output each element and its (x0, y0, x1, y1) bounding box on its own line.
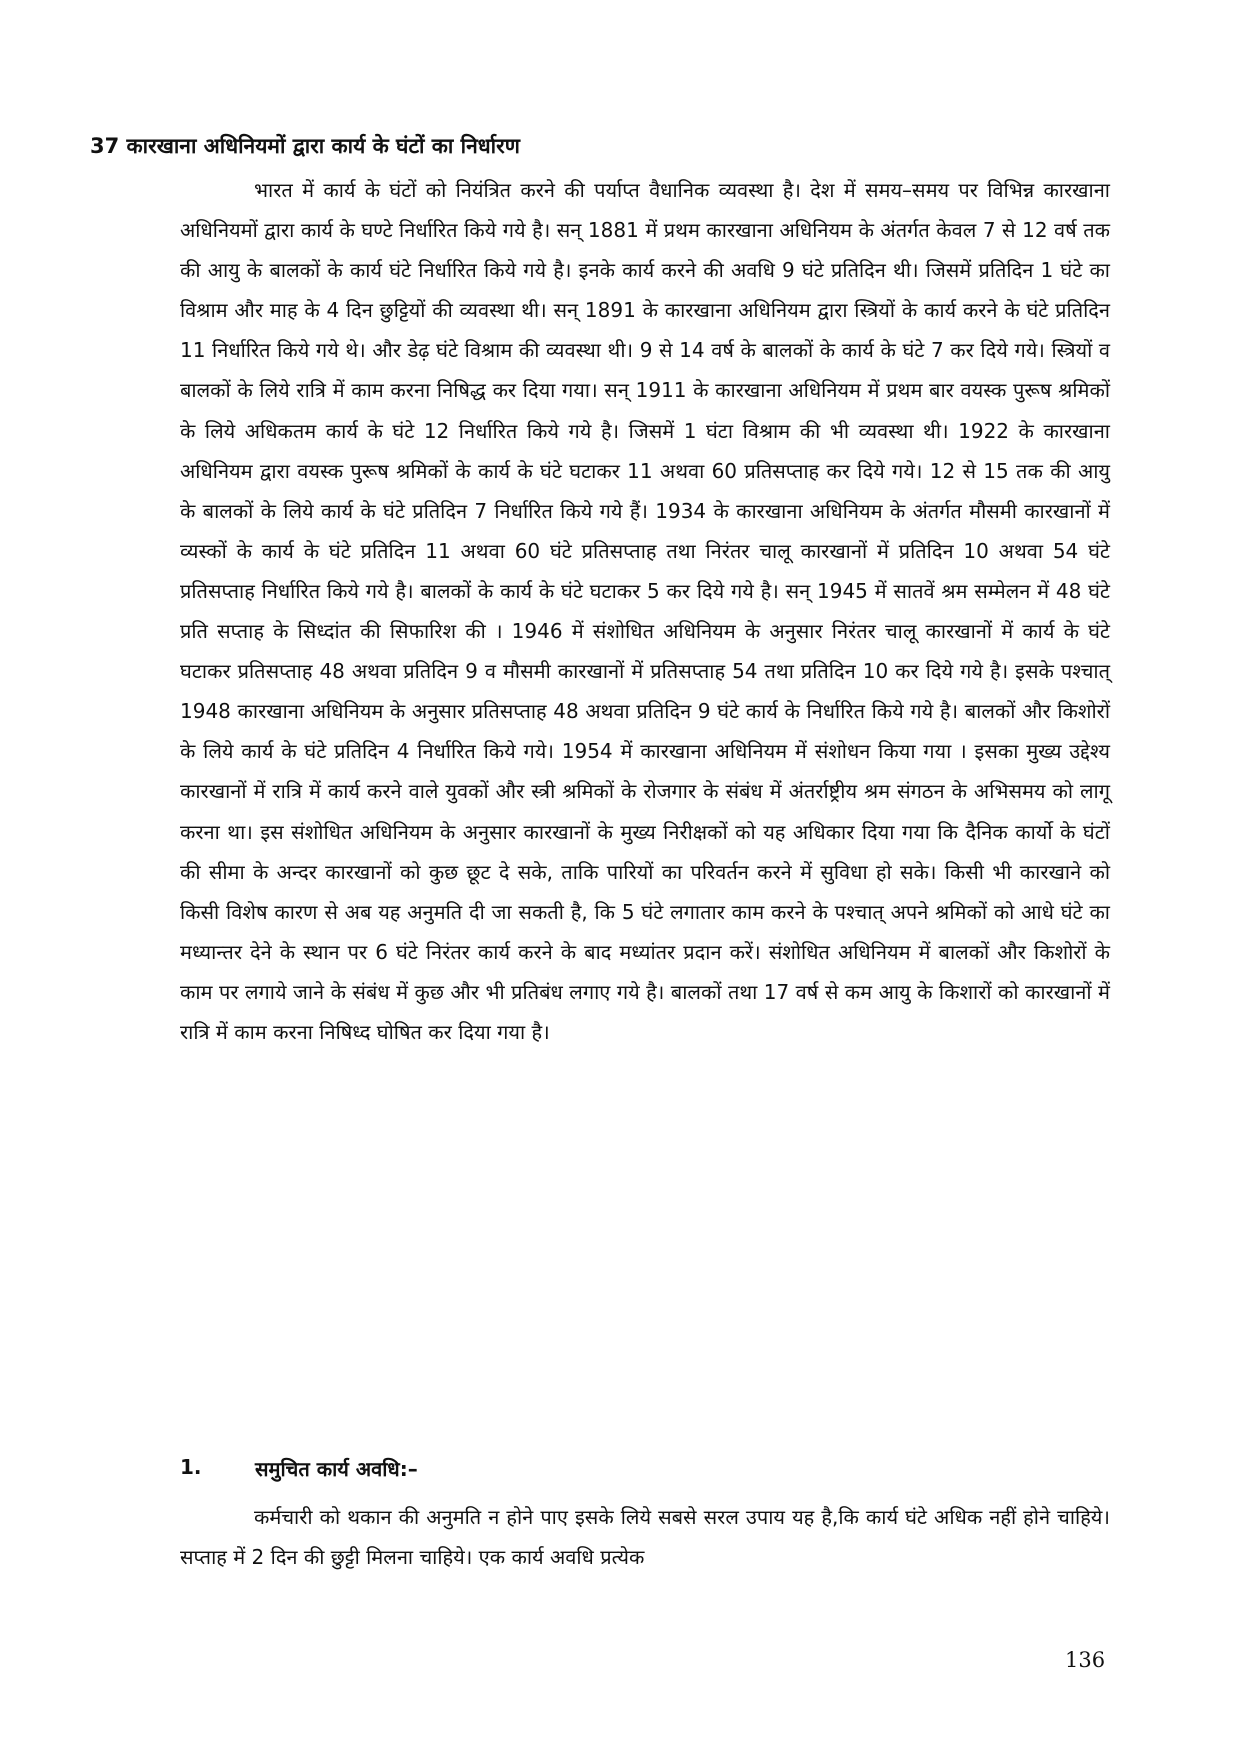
section-heading: 37 कारखाना अधिनियमों द्वारा कार्य के घंटों का निर्धारण (90, 134, 520, 158)
subsection-title: समुचित कार्य अवधि:– (255, 1457, 418, 1481)
paragraph-text: भारत में कार्य के घंटों को नियंत्रित करने की पर्याप्त वैधानिक व्यवस्था है। देश में समय–समय पर विभिन्न कारखाना अधिनियमों द्वारा कार्य के घण्टे निर्धारित किये गये है। सन् 1881 में प्रथम कारखाना अधिनियम के अंतर्गत केवल 7 से 12 वर्ष तक की आयु के बालकों के कार्य घंटे निर्धारित किये गये है। इनके कार्य करने की अवधि 9 घंटे प्रतिदिन थी। जिसमें प्रतिदिन 1 घंटे का विश्राम और माह के 4 दिन छुट्टियों की व्यवस्था थी। सन् 1891 के कारखाना अधिनियम द्वारा स्त्रियों के कार्य करने के घंटे प्रतिदिन 11 निर्धारित किये गये थे। और डेढ़ घंटे विश्राम की व्यवस्था थी। 9 से 14 वर्ष के बालकों के कार्य के घंटे 7 कर दिये गये। स्त्रियों व बालकों के लिये रात्रि में काम करना निषिद्ध कर दिया गया। सन् 1911 के कारखाना अधिनियम में प्रथम बार वयस्क पुरूष श्रमिकों के लिये अधिकतम कार्य के घंटे 12 निर्धारित किये गये है। जिसमें 1 घंटा विश्राम की भी व्यवस्था थी। 1922 के कारखाना अधिनियम द्वारा वयस्क पुरूष श्रमिकों के कार्य के घंटे घटाकर 11 अथवा 60 प्रतिसप्ताह कर दिये गये। 12 से 15 तक की आयु के बालकों के लिये कार्य के घंटे प्रतिदिन 7 निर्धारित किये गये हैं। 1934 के कारखाना अधिनियम के अंतर्गत मौसमी कारखानों में व्यस्कों के कार्य के घंटे प्रतिदिन 11 अथवा 60 घंटे प्रतिसप्ताह तथा निरंतर चालू कारखानों में प्रतिदिन 10 अथवा 54 घंटे प्रतिसप्ताह निर्धारित किये गये है। बालकों के कार्य के घंटे घटाकर 5 कर दिये गये है। सन् 1945 में सातवें श्रम सम्मेलन में 48 घंटे प्रति सप्ताह के सिध्दांत की सिफारिश की । 1946 में संशोधित अधिनियम के अनुसार निरंतर चालू कारखानों में कार्य के घंटे घटाकर प्रतिसप्ताह 48 अथवा प्रतिदिन 9 व मौसमी कारखानों में प्रतिसप्ताह 54 तथा प्रतिदिन 10 कर दिये गये है। इसके पश्चात् 1948 कारखाना अधिनियम के अनुसार प्रतिसप्ताह 48 अथवा प्रतिदिन 9 घंटे कार्य के निर्धारित किये गये है। बालकों और किशोरों के लिये कार्य के घंटे प्रतिदिन 4 निर्धारित किये गये। 1954 में कारखाना अधिनियम में संशोधन किया गया । इसका मुख्य उद्देश्य कारखानों में रात्रि में कार्य करने वाले युवकों और स्त्री श्रमिकों के रोजगार के संबंध में अंतर्राष्ट्रीय श्रम संगठन के अभिसमय को लागू करना था। इस संशोधित अधिनियम के अनुसार कारखानों के मुख्य निरीक्षकों को यह अधिकार दिया गया कि दैनिक कार्यो के घंटों की सीमा के अन्दर कारखानों को कुछ छूट दे सके, ताकि पारियों का परिवर्तन करने में सुविधा हो सके। किसी भी कारखाने को किसी विशेष कारण से अब यह अनुमति दी जा सकती है, कि 5 घंटे लगातार काम करने के पश्चात् अपने श्रमिकों को आधे घंटे का मध्यान्तर देने के स्थान पर 6 घंटे निरंतर कार्य करने के बाद मध्यांतर प्रदान करें। संशोधित अधिनियम में बालकों और किशोरों के काम पर लगाये जाने के संबंध में कुछ और भी प्रतिबंध लगाए गये है। बालकों तथा 17 वर्ष से कम आयु के किशारों को कारखानों में रात्रि में काम करना निषिध्द घोषित कर दिया गया है। (180, 178, 1111, 1044)
subsection-number: 1. (180, 1455, 202, 1479)
page-number: 136 (1065, 1648, 1106, 1672)
paragraph-text-2: कर्मचारी को थकान की अनुमति न होने पाए इसके लिये सबसे सरल उपाय यह है,कि कार्य घंटे अधिक नहीं होने चाहिये। सप्ताह में 2 दिन की छुट्टी मिलना चाहिये। एक कार्य अवधि प्रत्येक (180, 1505, 1110, 1570)
body-paragraph (180, 170, 1110, 1052)
body-paragraph-2 (180, 1497, 1110, 1577)
